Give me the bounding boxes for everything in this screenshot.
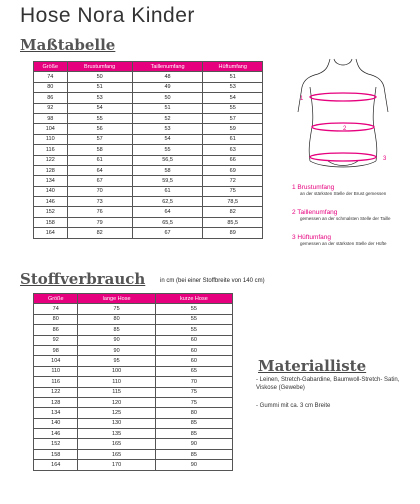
size-table-row xyxy=(34,103,263,113)
size-table-header-cell: Hüftumfang xyxy=(203,62,263,72)
fabric-table-cell: 60 xyxy=(155,345,232,355)
fabric-table-row xyxy=(34,439,233,449)
size-table-row xyxy=(34,217,263,227)
size-table-cell: 59,5 xyxy=(132,176,203,186)
size-table-row xyxy=(34,228,263,238)
size-table-cell: 66 xyxy=(203,155,263,165)
fabric-table-cell: 120 xyxy=(78,397,155,407)
size-table-cell: 61 xyxy=(203,134,263,144)
size-table-header-cell: Taillenumfang xyxy=(132,62,203,72)
fabric-table-cell: 90 xyxy=(78,345,155,355)
size-table-cell: 98 xyxy=(34,113,68,123)
size-table-cell: 85,5 xyxy=(203,217,263,227)
fabric-table-row xyxy=(34,449,233,459)
legend-item-3: 3 Hüftumfang gemessen an der stärksten Stelle der Hüfte xyxy=(292,234,387,246)
fabric-table-cell: 75 xyxy=(155,387,232,397)
page-title: Hose Nora Kinder xyxy=(20,4,195,27)
fabric-table-cell: 80 xyxy=(34,314,78,324)
size-table-cell: 80 xyxy=(34,82,68,92)
fabric-table-cell: 75 xyxy=(155,397,232,407)
size-table-header-cell: Größe xyxy=(34,62,68,72)
size-table-cell: 79 xyxy=(67,217,132,227)
size-table-cell: 57 xyxy=(67,134,132,144)
size-table-cell: 75 xyxy=(203,186,263,196)
size-table-cell: 82 xyxy=(203,207,263,217)
size-table-cell: 54 xyxy=(203,93,263,103)
fabric-table-cell: 128 xyxy=(34,397,78,407)
legend-item-2: 2 Taillenumfang gemessen an der schmalsten Stelle der Taille xyxy=(292,209,391,221)
marker-2: 2 xyxy=(343,126,347,132)
size-table-cell: 70 xyxy=(67,186,132,196)
fabric-table-cell: 70 xyxy=(155,377,232,387)
size-table-cell: 67 xyxy=(67,176,132,186)
size-table-cell: 110 xyxy=(34,134,68,144)
size-table-cell: 72 xyxy=(203,176,263,186)
fabric-table-cell: 165 xyxy=(78,449,155,459)
legend-item-1: 1 Brustumfang an der stärksten Stelle der Brust gemessen xyxy=(292,184,387,196)
fabric-table-cell: 75 xyxy=(78,304,155,314)
size-table-row xyxy=(34,186,263,196)
fabric-table-cell: 90 xyxy=(78,335,155,345)
marker-3: 3 xyxy=(383,156,387,162)
fabric-table-cell: 74 xyxy=(34,304,78,314)
fabric-table-row xyxy=(34,325,233,335)
fabric-table-row xyxy=(34,460,233,470)
fabric-table-note: in cm (bei einer Stoffbreite von 140 cm) xyxy=(160,278,265,284)
fabric-table-cell: 158 xyxy=(34,449,78,459)
size-table-row xyxy=(34,72,263,82)
fabric-table-cell: 85 xyxy=(155,429,232,439)
body-measurement-figure xyxy=(288,57,398,177)
size-table-cell: 140 xyxy=(34,186,68,196)
fabric-table-row xyxy=(34,314,233,324)
fabric-table-row xyxy=(34,387,233,397)
size-table-cell: 56,5 xyxy=(132,155,203,165)
size-table-row xyxy=(34,124,263,134)
fabric-table-header-cell: lange Hose xyxy=(78,294,155,304)
fabric-table-cell: 55 xyxy=(155,304,232,314)
size-table-cell: 50 xyxy=(67,72,132,82)
fabric-table-cell: 86 xyxy=(34,325,78,335)
fabric-table-row xyxy=(34,377,233,387)
size-table-header-cell: Brustumfang xyxy=(67,62,132,72)
size-table-cell: 74 xyxy=(34,72,68,82)
fabric-table-cell: 115 xyxy=(78,387,155,397)
fabric-table-header-cell: Größe xyxy=(34,294,78,304)
size-table-row xyxy=(34,155,263,165)
size-table-cell: 54 xyxy=(67,103,132,113)
size-table-cell: 116 xyxy=(34,145,68,155)
size-table-row xyxy=(34,93,263,103)
fabric-table-row xyxy=(34,418,233,428)
materials-heading: Materialliste xyxy=(258,357,367,375)
fabric-table-cell: 146 xyxy=(34,429,78,439)
marker-1: 1 xyxy=(300,96,304,102)
size-table-cell: 128 xyxy=(34,165,68,175)
size-table-cell: 122 xyxy=(34,155,68,165)
size-table-cell: 49 xyxy=(132,82,203,92)
fabric-table-row xyxy=(34,366,233,376)
fabric-table-cell: 110 xyxy=(34,366,78,376)
fabric-table-cell: 98 xyxy=(34,345,78,355)
size-table-cell: 64 xyxy=(132,207,203,217)
fabric-table-cell: 90 xyxy=(155,460,232,470)
fabric-table-cell: 110 xyxy=(78,377,155,387)
fabric-table-cell: 90 xyxy=(155,439,232,449)
size-table-cell: 53 xyxy=(203,82,263,92)
fabric-table-cell: 80 xyxy=(78,314,155,324)
fabric-table-row xyxy=(34,304,233,314)
size-table-cell: 51 xyxy=(132,103,203,113)
fabric-table-cell: 55 xyxy=(155,314,232,324)
size-table-cell: 86 xyxy=(34,93,68,103)
fabric-table-cell: 152 xyxy=(34,439,78,449)
fabric-table-cell: 100 xyxy=(78,366,155,376)
fabric-table-cell: 134 xyxy=(34,408,78,418)
fabric-table-cell: 122 xyxy=(34,387,78,397)
size-table-cell: 89 xyxy=(203,228,263,238)
fabric-table-cell: 104 xyxy=(34,356,78,366)
size-table-cell: 55 xyxy=(203,103,263,113)
size-table-cell: 134 xyxy=(34,176,68,186)
size-table-cell: 67 xyxy=(132,228,203,238)
size-table-heading: Maßtabelle xyxy=(20,36,116,54)
fabric-table-cell: 170 xyxy=(78,460,155,470)
fabric-table-cell: 95 xyxy=(78,356,155,366)
size-table-cell: 53 xyxy=(132,124,203,134)
fabric-table-row xyxy=(34,345,233,355)
material-item-2: - Gummi mit ca. 3 cm Breite xyxy=(256,403,331,409)
size-table-row xyxy=(34,197,263,207)
size-table-cell: 54 xyxy=(132,134,203,144)
size-table-cell: 50 xyxy=(132,93,203,103)
size-table-cell: 56 xyxy=(67,124,132,134)
fabric-table xyxy=(33,293,233,471)
size-table-row xyxy=(34,207,263,217)
size-table-cell: 158 xyxy=(34,217,68,227)
size-table-cell: 48 xyxy=(132,72,203,82)
size-table-cell: 104 xyxy=(34,124,68,134)
size-table-row xyxy=(34,165,263,175)
fabric-table-row xyxy=(34,397,233,407)
size-table-row xyxy=(34,176,263,186)
fabric-table-cell: 135 xyxy=(78,429,155,439)
size-table-cell: 62,5 xyxy=(132,197,203,207)
fabric-table-cell: 65 xyxy=(155,366,232,376)
size-table-cell: 65,5 xyxy=(132,217,203,227)
size-table-cell: 92 xyxy=(34,103,68,113)
size-table-cell: 53 xyxy=(67,93,132,103)
size-table-row xyxy=(34,145,263,155)
fabric-table-cell: 85 xyxy=(155,449,232,459)
size-table-cell: 58 xyxy=(67,145,132,155)
size-table-cell: 51 xyxy=(67,82,132,92)
fabric-table-row xyxy=(34,429,233,439)
fabric-table-cell: 85 xyxy=(78,325,155,335)
size-table-cell: 63 xyxy=(203,145,263,155)
size-table-cell: 57 xyxy=(203,113,263,123)
size-table-cell: 64 xyxy=(67,165,132,175)
size-table-row xyxy=(34,134,263,144)
size-table xyxy=(33,61,263,239)
fabric-table-cell: 60 xyxy=(155,356,232,366)
fabric-table-cell: 165 xyxy=(78,439,155,449)
size-table-cell: 55 xyxy=(132,145,203,155)
fabric-table-header-cell: kurze Hose xyxy=(155,294,232,304)
fabric-table-cell: 85 xyxy=(155,418,232,428)
fabric-table-row xyxy=(34,356,233,366)
size-table-cell: 52 xyxy=(132,113,203,123)
size-table-cell: 69 xyxy=(203,165,263,175)
fabric-table-cell: 130 xyxy=(78,418,155,428)
size-table-cell: 51 xyxy=(203,72,263,82)
size-table-row xyxy=(34,82,263,92)
fabric-table-cell: 125 xyxy=(78,408,155,418)
size-table-cell: 59 xyxy=(203,124,263,134)
fabric-table-cell: 55 xyxy=(155,325,232,335)
fabric-table-cell: 60 xyxy=(155,335,232,345)
size-table-cell: 55 xyxy=(67,113,132,123)
size-table-cell: 61 xyxy=(132,186,203,196)
size-table-cell: 152 xyxy=(34,207,68,217)
size-table-cell: 82 xyxy=(67,228,132,238)
fabric-table-cell: 164 xyxy=(34,460,78,470)
fabric-table-row xyxy=(34,335,233,345)
size-table-cell: 146 xyxy=(34,197,68,207)
size-table-row xyxy=(34,113,263,123)
fabric-table-cell: 92 xyxy=(34,335,78,345)
size-table-cell: 78,5 xyxy=(203,197,263,207)
fabric-table-row xyxy=(34,408,233,418)
size-table-cell: 58 xyxy=(132,165,203,175)
size-table-cell: 73 xyxy=(67,197,132,207)
material-item-1: - Leinen, Stretch-Gabardine, Baumwoll-Stretch- Satin, Viskose (Gewebe) xyxy=(256,377,400,391)
fabric-table-cell: 116 xyxy=(34,377,78,387)
fabric-table-heading: Stoffverbrauch xyxy=(20,270,146,288)
fabric-table-cell: 80 xyxy=(155,408,232,418)
size-table-cell: 164 xyxy=(34,228,68,238)
size-table-cell: 76 xyxy=(67,207,132,217)
fabric-table-cell: 140 xyxy=(34,418,78,428)
size-table-cell: 61 xyxy=(67,155,132,165)
